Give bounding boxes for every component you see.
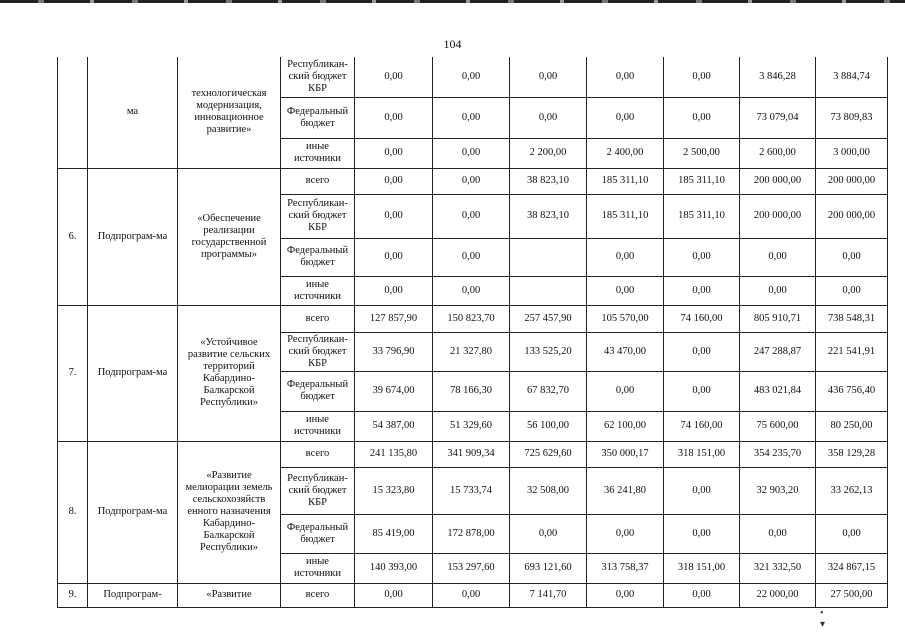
amount-cell: 0,00 (355, 238, 433, 276)
funding-source: всего (281, 583, 355, 607)
table-row (58, 305, 888, 332)
program-type: Подпрограм-ма (88, 441, 178, 583)
amount-cell: 127 857,90 (355, 305, 433, 332)
amount-cell: 0,00 (355, 57, 433, 97)
amount-cell: 43 470,00 (587, 332, 664, 371)
amount-cell: 0,00 (510, 97, 587, 138)
amount-cell: 0,00 (433, 276, 510, 305)
scan-top-edge (0, 0, 905, 3)
amount-cell: 0,00 (587, 57, 664, 97)
amount-cell: 0,00 (664, 467, 740, 514)
amount-cell: 185 311,10 (587, 194, 664, 238)
amount-cell: 0,00 (510, 514, 587, 553)
amount-cell: 2 400,00 (587, 138, 664, 168)
amount-cell: 0,00 (587, 371, 664, 411)
amount-cell: 0,00 (587, 583, 664, 607)
funding-source: иные источники (281, 138, 355, 168)
funding-source: иные источники (281, 411, 355, 441)
table-row (58, 57, 888, 97)
program-name: «Развитие мелиорации земель сельскохозяйств енного назначения Кабардино-Балкарской Республики» (178, 441, 281, 583)
amount-cell: 51 329,60 (433, 411, 510, 441)
amount-cell: 358 129,28 (816, 441, 888, 467)
funding-source: Федеральный бюджет (281, 514, 355, 553)
amount-cell: 0,00 (587, 97, 664, 138)
amount-cell: 725 629,60 (510, 441, 587, 467)
amount-cell: 15 733,74 (433, 467, 510, 514)
amount-cell: 78 166,30 (433, 371, 510, 411)
amount-cell: 738 548,31 (816, 305, 888, 332)
amount-cell: 54 387,00 (355, 411, 433, 441)
amount-cell: 0,00 (355, 583, 433, 607)
amount-cell: 241 135,80 (355, 441, 433, 467)
amount-cell: 56 100,00 (510, 411, 587, 441)
amount-cell: 200 000,00 (740, 168, 816, 194)
amount-cell: 74 160,00 (664, 411, 740, 441)
amount-cell: 341 909,34 (433, 441, 510, 467)
amount-cell: 7 141,70 (510, 583, 587, 607)
amount-cell: 0,00 (433, 194, 510, 238)
amount-cell: 483 021,84 (740, 371, 816, 411)
row-index: 9. (58, 583, 88, 607)
funding-source: всего (281, 305, 355, 332)
amount-cell: 0,00 (740, 514, 816, 553)
amount-cell: 22 000,00 (740, 583, 816, 607)
amount-cell: 0,00 (740, 238, 816, 276)
amount-cell: 0,00 (433, 583, 510, 607)
amount-cell: 313 758,37 (587, 553, 664, 583)
program-name: технологическая модернизация, инновационное развитие» (178, 57, 281, 168)
table-row (58, 168, 888, 194)
funding-source: Республикан-ский бюджет КБР (281, 57, 355, 97)
page-number: 104 (443, 37, 462, 51)
amount-cell: 62 100,00 (587, 411, 664, 441)
amount-cell: 0,00 (355, 194, 433, 238)
funding-source: Республикан-ский бюджет КБР (281, 194, 355, 238)
program-type: ма (88, 57, 178, 168)
amount-cell: 0,00 (816, 276, 888, 305)
amount-cell: 0,00 (433, 168, 510, 194)
amount-cell: 200 000,00 (740, 194, 816, 238)
funding-source: Республикан-ский бюджет КБР (281, 467, 355, 514)
row-index: 6. (58, 168, 88, 305)
amount-cell: 221 541,91 (816, 332, 888, 371)
amount-cell: 0,00 (433, 57, 510, 97)
funding-source: Республикан-ский бюджет КБР (281, 332, 355, 371)
amount-cell: 321 332,50 (740, 553, 816, 583)
amount-cell: 0,00 (355, 168, 433, 194)
amount-cell: 0,00 (433, 138, 510, 168)
amount-cell: 0,00 (355, 138, 433, 168)
row-index: 7. (58, 305, 88, 441)
amount-cell: 185 311,10 (587, 168, 664, 194)
table-body (58, 57, 888, 607)
amount-cell: 33 262,13 (816, 467, 888, 514)
amount-cell: 32 508,00 (510, 467, 587, 514)
row-index (58, 57, 88, 168)
program-name: «Устойчивое развитие сельских территорий Кабардино-Балкарской Республики» (178, 305, 281, 441)
amount-cell: 0,00 (664, 583, 740, 607)
amount-cell: 39 674,00 (355, 371, 433, 411)
amount-cell: 75 600,00 (740, 411, 816, 441)
program-type: Подпрограм- (88, 583, 178, 607)
amount-cell: 0,00 (433, 97, 510, 138)
amount-cell: 2 600,00 (740, 138, 816, 168)
amount-cell: 0,00 (816, 238, 888, 276)
amount-cell: 2 500,00 (664, 138, 740, 168)
amount-cell: 0,00 (587, 514, 664, 553)
amount-cell: 27 500,00 (816, 583, 888, 607)
amount-cell: 0,00 (355, 276, 433, 305)
amount-cell: 0,00 (355, 97, 433, 138)
amount-cell: 85 419,00 (355, 514, 433, 553)
amount-cell: 2 200,00 (510, 138, 587, 168)
amount-cell: 185 311,10 (664, 168, 740, 194)
amount-cell: 354 235,70 (740, 441, 816, 467)
amount-cell: 0,00 (664, 238, 740, 276)
amount-cell: 67 832,70 (510, 371, 587, 411)
amount-cell: 140 393,00 (355, 553, 433, 583)
program-type: Подпрограм-ма (88, 168, 178, 305)
amount-cell: 0,00 (664, 57, 740, 97)
amount-cell: 200 000,00 (816, 194, 888, 238)
amount-cell: 318 151,00 (664, 441, 740, 467)
amount-cell: 247 288,87 (740, 332, 816, 371)
amount-cell: 3 884,74 (816, 57, 888, 97)
amount-cell: 805 910,71 (740, 305, 816, 332)
amount-cell: 0,00 (510, 57, 587, 97)
funding-source: иные источники (281, 553, 355, 583)
amount-cell: 0,00 (664, 514, 740, 553)
funding-source: Федеральный бюджет (281, 238, 355, 276)
amount-cell: 350 000,17 (587, 441, 664, 467)
amount-cell: 0,00 (433, 238, 510, 276)
amount-cell: 80 250,00 (816, 411, 888, 441)
amount-cell: 3 846,28 (740, 57, 816, 97)
amount-cell: 0,00 (664, 332, 740, 371)
table-row (58, 441, 888, 467)
footer-marks: • ▾ (820, 608, 866, 630)
amount-cell: 324 867,15 (816, 553, 888, 583)
amount-cell: 185 311,10 (664, 194, 740, 238)
amount-cell (510, 276, 587, 305)
amount-cell: 0,00 (664, 276, 740, 305)
table-row (58, 583, 888, 607)
amount-cell: 74 160,00 (664, 305, 740, 332)
amount-cell: 15 323,80 (355, 467, 433, 514)
funding-source: всего (281, 168, 355, 194)
amount-cell: 3 000,00 (816, 138, 888, 168)
amount-cell: 150 823,70 (433, 305, 510, 332)
amount-cell (510, 238, 587, 276)
amount-cell: 257 457,90 (510, 305, 587, 332)
amount-cell: 0,00 (740, 276, 816, 305)
amount-cell: 153 297,60 (433, 553, 510, 583)
amount-cell: 172 878,00 (433, 514, 510, 553)
budget-table (57, 57, 888, 608)
amount-cell: 0,00 (587, 276, 664, 305)
funding-source: Федеральный бюджет (281, 97, 355, 138)
funding-source: иные источники (281, 276, 355, 305)
amount-cell: 0,00 (587, 238, 664, 276)
amount-cell: 0,00 (816, 514, 888, 553)
funding-source: Федеральный бюджет (281, 371, 355, 411)
program-name: «Развитие (178, 583, 281, 607)
amount-cell: 133 525,20 (510, 332, 587, 371)
amount-cell: 21 327,80 (433, 332, 510, 371)
funding-source: всего (281, 441, 355, 467)
amount-cell: 33 796,90 (355, 332, 433, 371)
amount-cell: 73 079,04 (740, 97, 816, 138)
amount-cell: 38 823,10 (510, 168, 587, 194)
program-type: Подпрограм-ма (88, 305, 178, 441)
amount-cell: 318 151,00 (664, 553, 740, 583)
amount-cell: 0,00 (664, 371, 740, 411)
amount-cell: 693 121,60 (510, 553, 587, 583)
amount-cell: 36 241,80 (587, 467, 664, 514)
program-name: «Обеспечение реализации государственной программы» (178, 168, 281, 305)
amount-cell: 73 809,83 (816, 97, 888, 138)
amount-cell: 0,00 (664, 97, 740, 138)
amount-cell: 38 823,10 (510, 194, 587, 238)
amount-cell: 436 756,40 (816, 371, 888, 411)
amount-cell: 32 903,20 (740, 467, 816, 514)
row-index: 8. (58, 441, 88, 583)
amount-cell: 200 000,00 (816, 168, 888, 194)
amount-cell: 105 570,00 (587, 305, 664, 332)
